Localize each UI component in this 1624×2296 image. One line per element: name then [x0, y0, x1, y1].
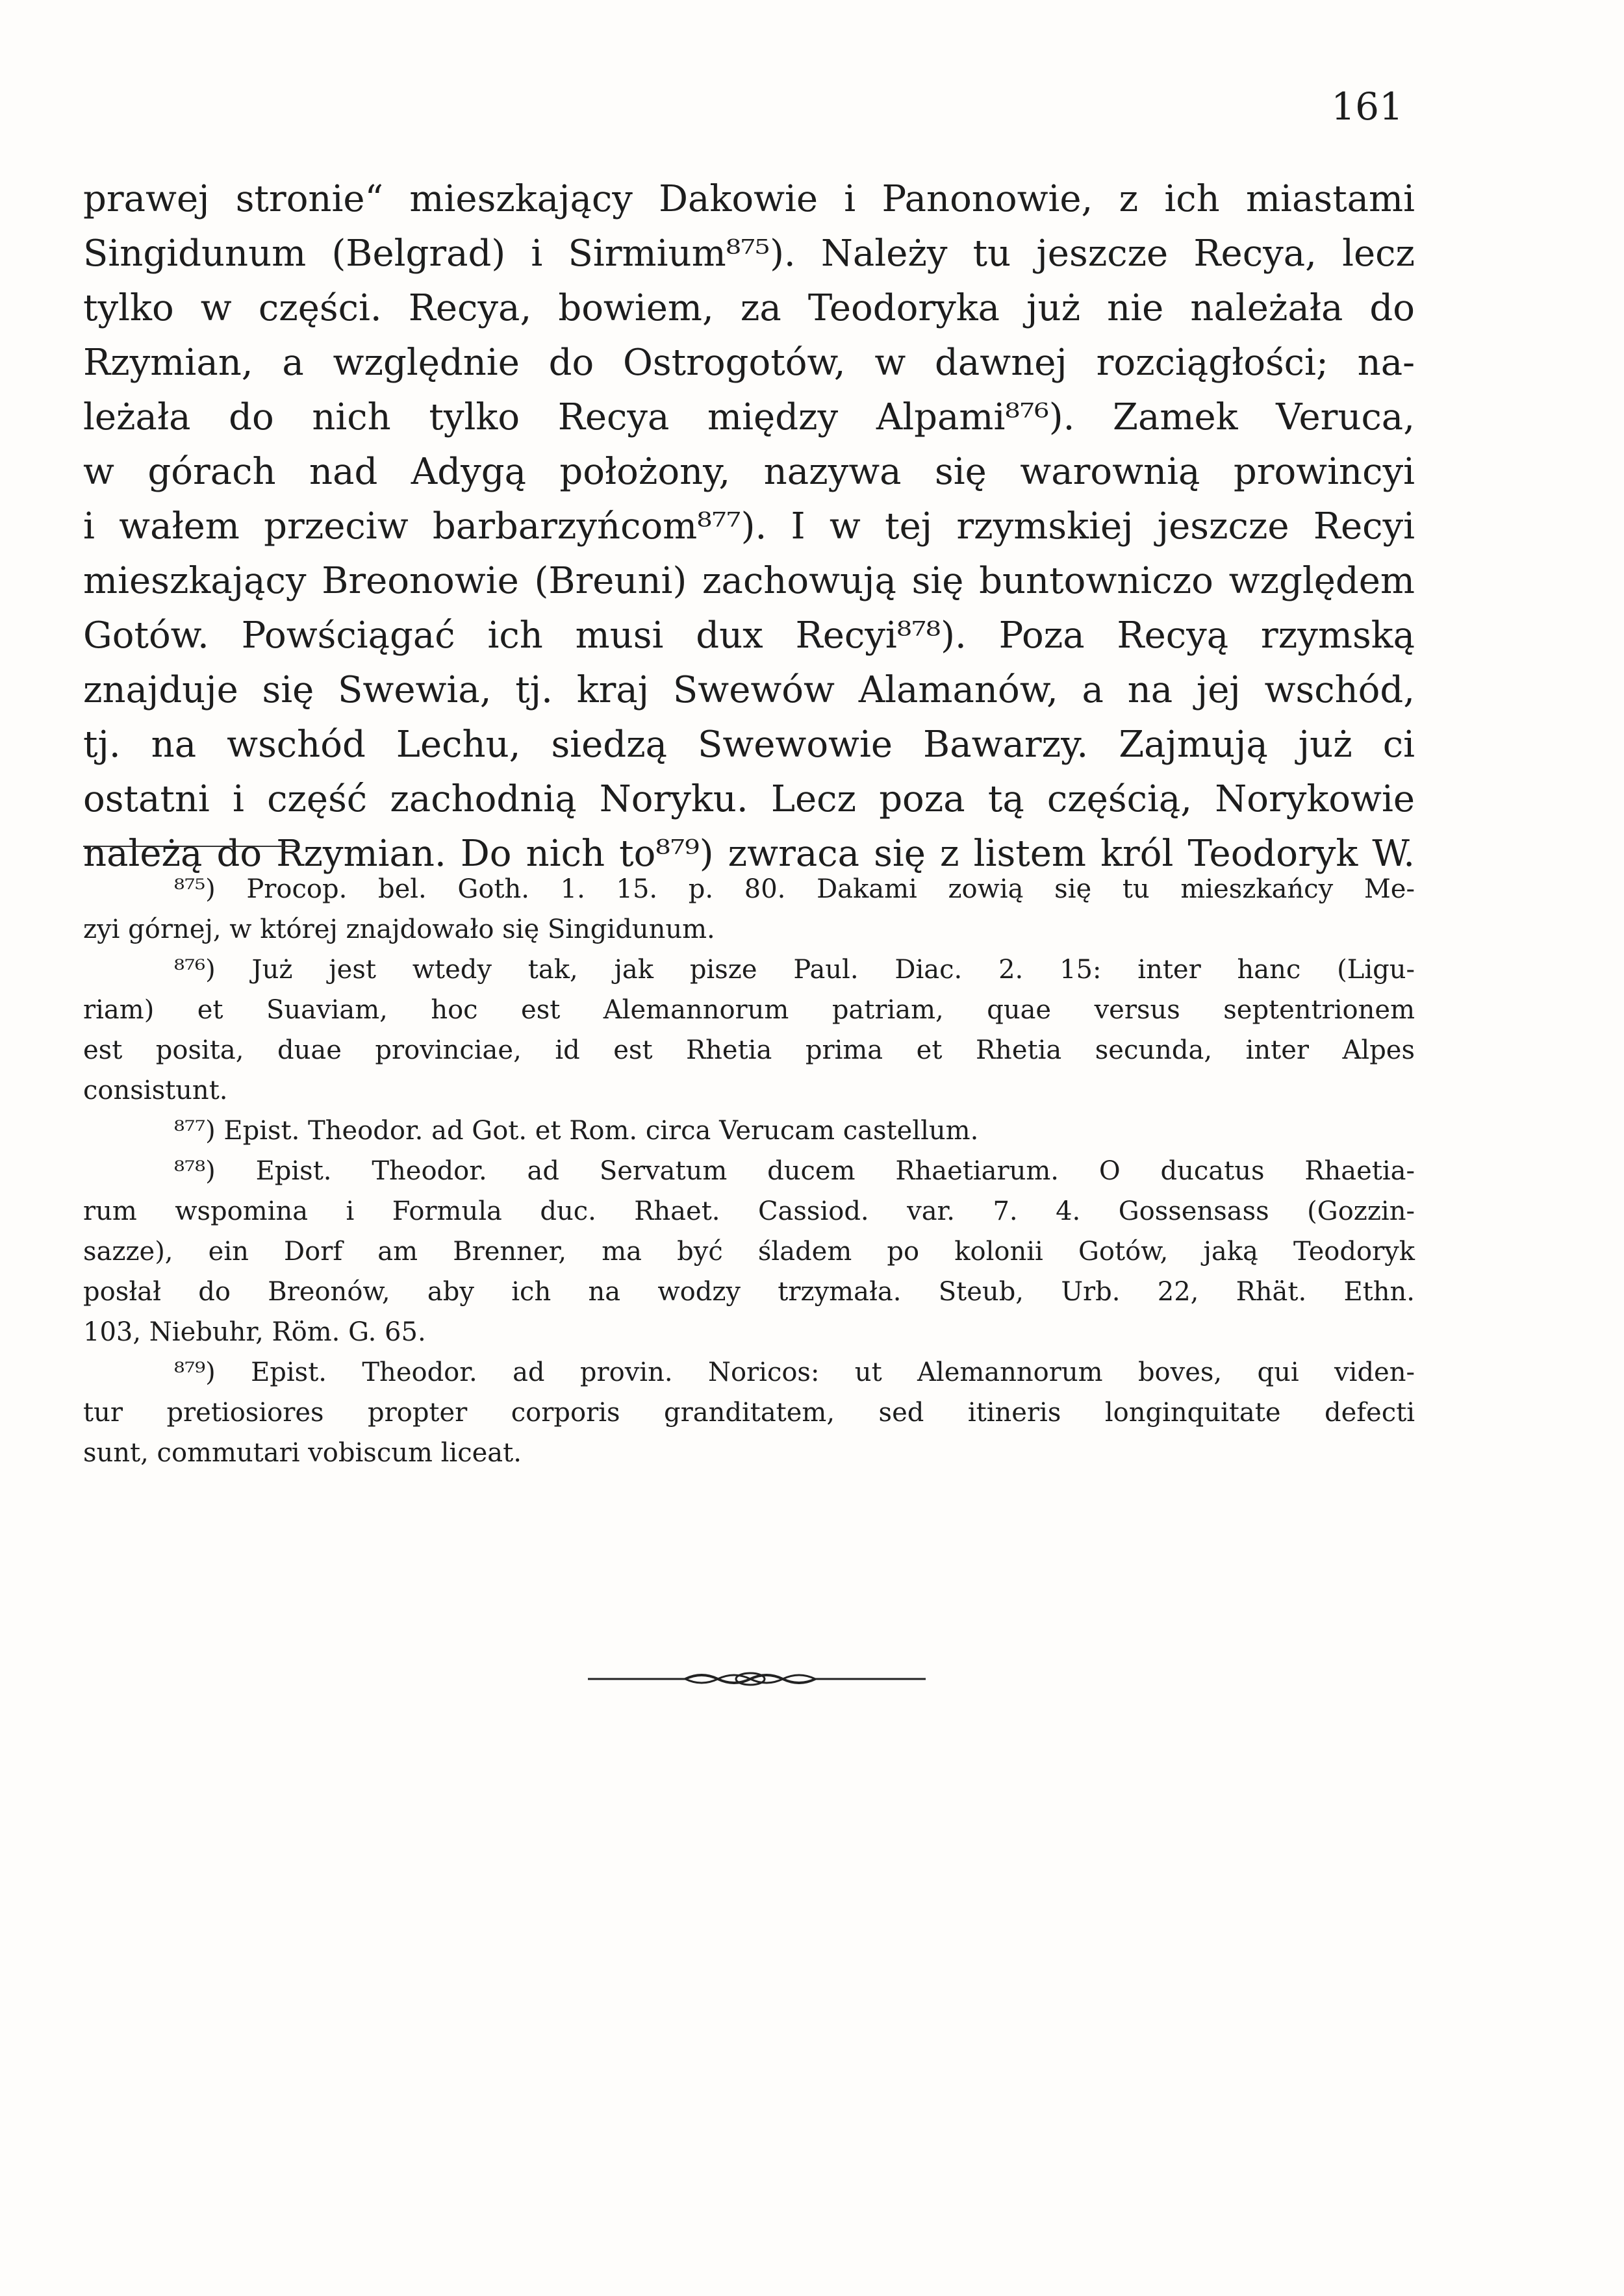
text-line: w górach nad Adygą położony, nazywa się warownią prowincyi [83, 451, 1415, 493]
footnote-line: rum wspomina i Formula duc. Rhaet. Cassiod. var. 7. 4. Gossensass (Gozzin- [83, 1196, 1415, 1226]
footnotes [83, 869, 1415, 1473]
footnote-line: zyi górnej, w której znajdowało się Singidunum. [83, 915, 715, 944]
footnote-line: ⁸⁷⁶) Już jest wtedy tak, jak pisze Paul. Diac. 2. 15: inter hanc (Ligu- [174, 955, 1415, 985]
footnote-line: consistunt. [83, 1076, 228, 1105]
text-line: tylko w części. Recya, bowiem, za Teodoryka już nie należała do [83, 287, 1415, 329]
footnote-line: est posita, duae provinciae, id est Rhetia prima et Rhetia secunda, inter Alpes [83, 1035, 1415, 1065]
text-line: tj. na wschód Lechu, siedzą Swewowie Bawarzy. Zajmują już ci [83, 724, 1415, 766]
footnote-line: sazze), ein Dorf am Brenner, ma być śladem po kolonii Gotów, jaką Teodoryk [83, 1237, 1415, 1267]
footnote-line: tur pretiosiores propter corporis granditatem, sed itineris longinquitate defecti [83, 1398, 1415, 1428]
footnote-line: riam) et Suaviam, hoc est Alemannorum patriam, quae versus septentrionem [83, 995, 1415, 1025]
text-line: Singidunum (Belgrad) i Sirmium⁸⁷⁵). Należy tu jeszcze Recya, lecz [83, 233, 1415, 275]
main-text [83, 172, 1415, 881]
end-ornament-icon [588, 1666, 926, 1692]
footnote-line: 103, Niebuhr, Röm. G. 65. [83, 1317, 426, 1347]
text-line: Rzymian, a względnie do Ostrogotów, w dawnej rozciągłości; na- [83, 342, 1415, 384]
footnote-line: sunt, commutari vobiscum liceat. [83, 1438, 522, 1468]
page-number: 161 [1331, 84, 1403, 129]
text-line: i wałem przeciw barbarzyńcom⁸⁷⁷). I w tej rzymskiej jeszcze Recyi [83, 505, 1415, 548]
text-line: prawej stronie“ mieszkający Dakowie i Panonowie, z ich miastami [83, 178, 1415, 220]
text-line: Gotów. Powściągać ich musi dux Recyi⁸⁷⁸). Poza Recyą rzymską [83, 614, 1415, 657]
footnote-line: ⁸⁷⁵) Procop. bel. Goth. 1. 15. p. 80. Dakami zowią się tu mieszkańcy Me- [174, 874, 1415, 904]
text-line: leżała do nich tylko Recya między Alpami⁸⁷⁶). Zamek Veruca, [83, 396, 1415, 438]
text-line: znajduje się Swewia, tj. kraj Swewów Alamanów, a na jej wschód, [83, 669, 1415, 711]
footnote-line: ⁸⁷⁹) Epist. Theodor. ad provin. Noricos: ut Alemannorum boves, qui viden- [174, 1357, 1415, 1387]
text-line: należą do Rzymian. Do nich to⁸⁷⁹) zwraca się z listem król Teodoryk W. [83, 833, 1415, 875]
footnote-line: posłał do Breonów, aby ich na wodzy trzymała. Steub, Urb. 22, Rhät. Ethn. [83, 1277, 1415, 1307]
footnote-line: ⁸⁷⁷) Epist. Theodor. ad Got. et Rom. circa Verucam castellum. [174, 1116, 979, 1146]
text-line: ostatni i część zachodnią Noryku. Lecz poza tą częścią, Norykowie [83, 778, 1415, 820]
footnote-line: ⁸⁷⁸) Epist. Theodor. ad Servatum ducem Rhaetiarum. O ducatus Rhaetia- [174, 1156, 1415, 1186]
footnote-separator-rule [83, 846, 298, 847]
text-line: mieszkający Breonowie (Breuni) zachowują się buntowniczo względem [83, 560, 1415, 602]
